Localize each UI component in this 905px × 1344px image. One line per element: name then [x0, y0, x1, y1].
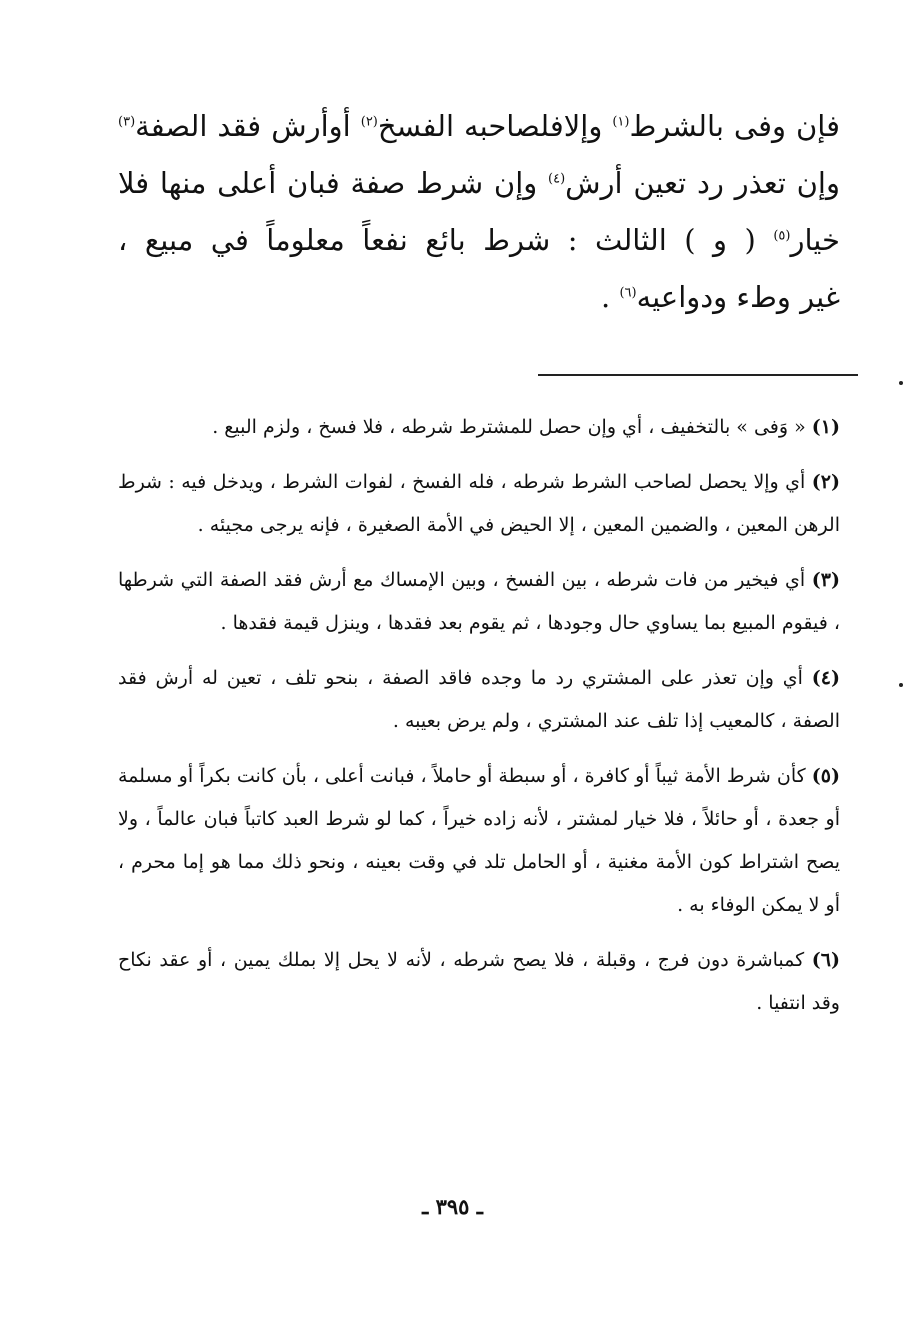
footnote: [118, 406, 840, 449]
text-run: وإن شرط صفة فبان أعلى منها فلا: [118, 166, 548, 200]
footnotes: [118, 406, 840, 1037]
footnote-number: (٢): [811, 471, 840, 493]
margin-mark: [899, 381, 903, 385]
footnote-text: « وَفى » بالتخفيف ، أي وإن حصل للمشترط شرطه ، فلا فسخ ، ولزم البيع .: [212, 416, 806, 438]
footnote-text: أي وإلا يحصل لصاحب الشرط شرطه ، فله الفسخ ، لفوات الشرط ، ويدخل فيه : شرط الرهن المعين ، والضمين المعين ، إلا الحيض في الأمة الصغيرة ، فإنه يرجى مجيئه .: [118, 471, 840, 536]
footnote-text: أي وإن تعذر على المشتري رد ما وجده فاقد الصفة ، بنحو تلف ، تعين له أرش فقد الصفة ، كالمعيب إذا تلف عند المشتري ، ولم يرض بعيبه .: [118, 667, 840, 732]
main-text: [118, 98, 840, 326]
text-run: غير وطء ودواعيه: [636, 280, 840, 314]
footnote: [118, 755, 840, 927]
text-run: .: [601, 280, 620, 314]
footnote-text: كمباشرة دون فرج ، وقبلة ، فلا يصح شرطه ، لأنه لا يحل إلا بملك يمين ، أو عقد نكاح وقد انتفيا .: [118, 949, 840, 1014]
footnote-ref: (٥): [773, 228, 791, 244]
main-line: [118, 98, 840, 155]
footnote-number: (٦): [811, 949, 840, 971]
footnote-text: أي فيخير من فات شرطه ، بين الفسخ ، وبين الإمساك مع أرش فقد الصفة التي شرطها ، فيقوم المبيع بما يساوي حال وجودها ، ثم يقوم بعد فقدها ، وينزل قيمة فقدها .: [118, 569, 840, 634]
text-run: وإلافلصاحبه الفسخ: [377, 109, 613, 143]
margin-mark: [899, 683, 903, 687]
main-line: [118, 269, 840, 326]
page-number: ـ ٣٩٥ ـ: [422, 1194, 483, 1219]
footnote: [118, 559, 840, 645]
footnote-separator: [538, 374, 858, 376]
text-run: خيار: [790, 223, 840, 257]
footnote-ref: (٣): [118, 114, 136, 130]
text-run: فإن وفى بالشرط: [629, 109, 840, 143]
main-line: [118, 155, 840, 212]
text-run: ( و ) الثالث : شرط بائع نفعاً معلوماً في مبيع ،: [118, 223, 774, 257]
footnote-ref: (٢): [360, 114, 378, 130]
main-line: [118, 212, 840, 269]
footnote-ref: (١): [612, 114, 630, 130]
footnote: [118, 939, 840, 1025]
footnote-number: (٤): [811, 667, 840, 689]
footnote: [118, 657, 840, 743]
footnote-ref: (٦): [619, 285, 637, 301]
footnote-number: (١): [811, 416, 840, 438]
footnote-ref: (٤): [548, 171, 566, 187]
footnote-number: (٥): [811, 765, 840, 787]
text-run: أوأرش فقد الصفة: [135, 109, 361, 143]
footnote-text: كأن شرط الأمة ثيباً أو كافرة ، أو سبطة أو حاملاً ، فبانت أعلى ، بأن كانت بكراً أو مسلمة أو جعدة ، أو حائلاً ، فلا خيار لمشتر ، لأنه زاده خيراً ، كما لو شرط العبد كاتباً فبان عالماً ، ولا يصح اشتراط كون الأمة مغنية ، أو الحامل تلد في وقت بعينه ، ونحو ذلك مما هو إما محرم ، أو لا يمكن الوفاء به .: [118, 765, 840, 916]
text-run: وإن تعذر رد تعين أرش: [565, 166, 840, 200]
footnote: [118, 461, 840, 547]
footnote-number: (٣): [811, 569, 841, 591]
